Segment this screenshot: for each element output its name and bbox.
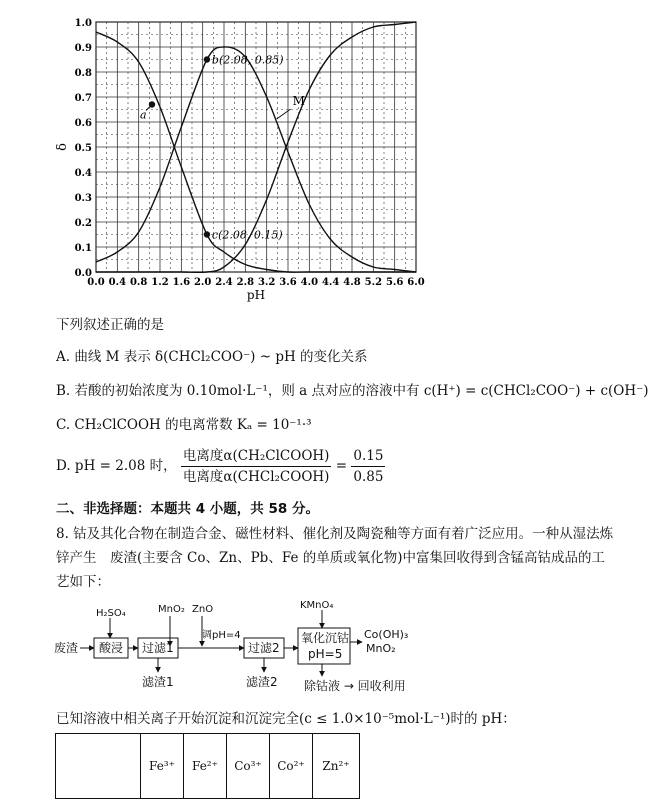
option-d-denominator: 电离度α(CHCl₂COOH) [182, 469, 330, 485]
table-header-cell: Fe³⁺ [141, 734, 184, 799]
known-condition: 已知溶液中相关离子开始沉淀和沉淀完全(c ≤ 1.0×10⁻⁵mol·L⁻¹)时的 pH： [56, 711, 516, 727]
x-tick-label: 4.4 [321, 277, 340, 288]
flow-oxid1: 氧化沉钴 [301, 631, 350, 645]
option-d [56, 446, 385, 487]
y-tick-label: 0.7 [74, 93, 92, 104]
flow-leach: 酸浸 [99, 641, 124, 655]
annotation-label: b(2.08, 0.85) [211, 53, 284, 67]
x-tick-label: 3.6 [279, 277, 297, 288]
x-tick-label: 2.4 [215, 277, 233, 288]
x-tick-label: 1.6 [172, 277, 191, 288]
x-tick-label: 0.4 [108, 277, 127, 288]
annotation-label: M [292, 94, 305, 108]
x-tick-label: 4.8 [343, 277, 361, 288]
x-tick-label: 0.8 [129, 277, 148, 288]
option-d-value-num: 0.15 [351, 446, 385, 467]
annotation-leader [277, 109, 291, 119]
option-b: B. 若酸的初始浓度为 0.10mol·L⁻¹，则 a 点对应的溶液中有 c(H⁺) = c(CHCl₂COO⁻) + c(OH⁻) [56, 383, 649, 399]
annotation-label: c(2.08, 0.15) [211, 228, 283, 242]
x-tick-label: 2.8 [236, 277, 255, 288]
flow-filter2: 过滤2 [248, 641, 280, 655]
y-tick-label: 0.9 [74, 43, 92, 54]
y-tick-label: 0.4 [74, 168, 92, 179]
y-tick-label: 0.6 [74, 118, 92, 129]
annotation-point [204, 231, 210, 237]
x-tick-label: 1.2 [151, 277, 169, 288]
y-tick-label: 0.2 [74, 218, 92, 229]
option-d-fraction [181, 446, 332, 487]
option-c: C. CH₂ClCOOH 的电离常数 Kₐ = 10⁻¹·³ [56, 417, 312, 433]
option-d-numerator: 电离度α(CH₂ClCOOH) [181, 446, 332, 467]
question-stem: 下列叙述正确的是 [56, 317, 164, 333]
table-header-cell: Zn²⁺ [313, 734, 360, 799]
annotation-point [204, 56, 210, 62]
flow-adjust: 调pH=4 [202, 630, 241, 641]
y-tick-label: 0.3 [74, 193, 92, 204]
table-header-cell: Co³⁺ [227, 734, 270, 799]
flow-kmno4: KMnO₄ [300, 600, 334, 611]
y-tick-label: 0.8 [74, 68, 92, 79]
y-tick-label: 0.1 [74, 243, 92, 254]
option-d-value [351, 446, 385, 487]
flow-waste: 除钴液 → 回收利用 [304, 679, 406, 693]
flow-h2so4: H₂SO₄ [96, 608, 126, 619]
y-axis-label: δ [55, 143, 70, 151]
flow-feed: 废渣 [54, 641, 79, 655]
flow-prod1: Co(OH)₃ [364, 628, 409, 641]
flow-mno2: MnO₂ [158, 604, 185, 615]
y-tick-label: 0.5 [74, 143, 92, 154]
table-header-cell: Fe²⁺ [184, 734, 227, 799]
option-d-equals: = [335, 458, 348, 474]
table-row [56, 734, 360, 799]
x-tick-label: 3.2 [257, 277, 276, 288]
x-tick-label: 4.0 [300, 277, 319, 288]
annotation-label: a [140, 108, 147, 122]
option-a: A. 曲线 M 表示 δ(CHCl₂COO⁻) ~ pH 的变化关系 [56, 349, 368, 365]
flow-residue2: 滤渣2 [246, 675, 278, 689]
option-d-prefix: D. pH = 2.08 时， [56, 458, 177, 474]
x-tick-label: 5.2 [364, 277, 383, 288]
flow-zno: ZnO [192, 604, 214, 615]
x-tick-label: 5.6 [385, 277, 404, 288]
x-tick-label: 0.0 [87, 277, 105, 288]
x-axis-label: pH [246, 288, 266, 302]
delta-ph-chart [55, 10, 428, 315]
x-tick-label: 6.0 [407, 277, 425, 288]
question-8: 8. 钴及其化合物在制造合金、磁性材料、催化剂及陶瓷釉等方面有着广泛应用。一种从湿法炼锌产生 废渣(主要含 Co、Zn、Pb、Fe 的单质或氧化物)中富集回收得到含锰高钴成品的工艺如下： [56, 526, 614, 590]
table-header-cell [56, 734, 141, 799]
x-tick-label: 2.0 [193, 277, 212, 288]
section-heading: 二、非选择题：本题共 4 小题，共 58 分。 [56, 501, 319, 517]
flow-oxid2: pH=5 [308, 647, 343, 661]
flow-filter1: 过滤1 [142, 641, 174, 655]
flow-residue1: 滤渣1 [142, 675, 174, 689]
option-d-value-den: 0.85 [353, 469, 384, 485]
flow-prod2: MnO₂ [366, 642, 396, 655]
ion-ph-table [55, 733, 360, 799]
chart-annotations [140, 54, 305, 242]
table-header-cell: Co²⁺ [270, 734, 313, 799]
y-tick-label: 1.0 [74, 18, 92, 29]
y-tick-label: 0.0 [74, 268, 92, 279]
process-flowchart [54, 596, 434, 696]
